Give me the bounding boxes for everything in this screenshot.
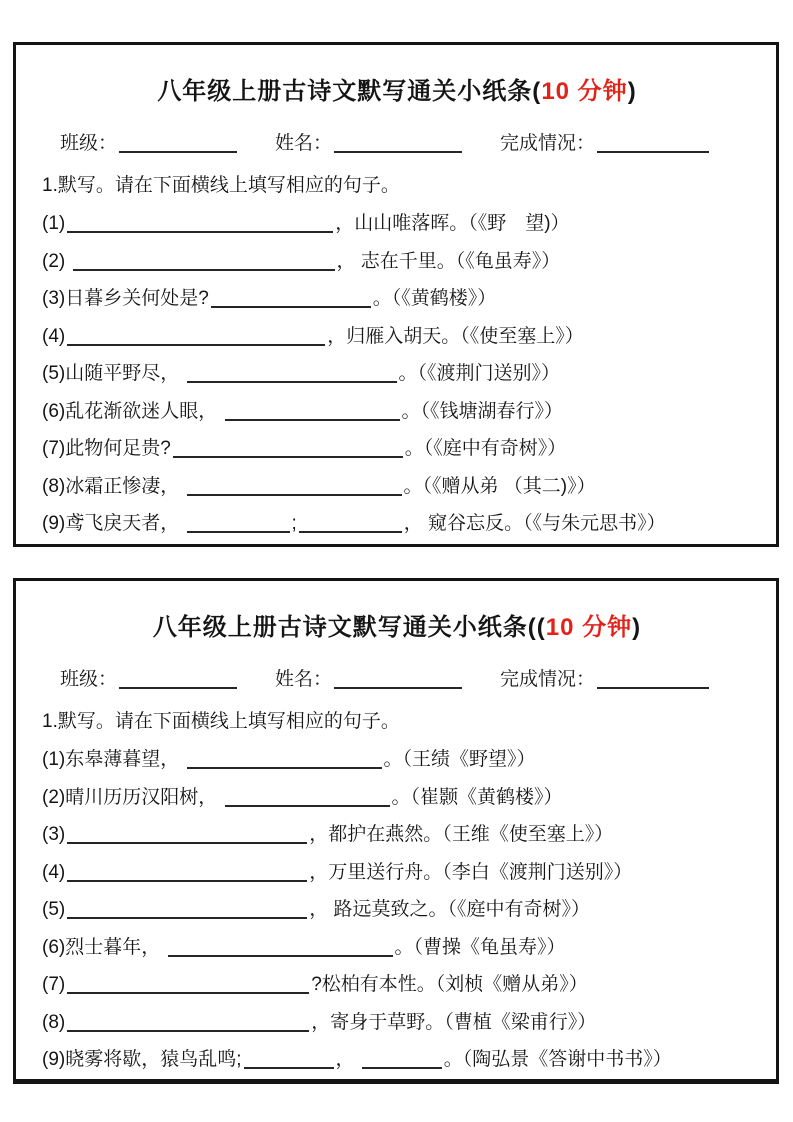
answer-blank: [119, 133, 237, 153]
question-text: (4): [42, 861, 66, 883]
question-text: (5): [42, 899, 66, 920]
question-line-5: [42, 891, 752, 929]
question-text: ;: [291, 513, 297, 534]
answer-blank: [73, 250, 335, 270]
answer-blank: [187, 513, 290, 533]
answer-blank: [119, 669, 237, 689]
answer-blank: [187, 363, 397, 383]
question-text: (6)烈士暮年，: [42, 936, 166, 958]
field-label-class: 班级：: [60, 133, 118, 154]
field-name: [275, 664, 464, 691]
question-line-8: [42, 468, 752, 506]
question-text: 。（王绩《野望》）: [383, 749, 536, 770]
question-line-9: [42, 1041, 752, 1079]
answer-blank: [334, 133, 462, 153]
question-text: ，山山唯落晖。（《野 望)）: [335, 213, 570, 234]
card-2-title-prefix: 八年级上册古诗文默写通关小纸条((: [152, 614, 546, 641]
question-text: 。（《渡荆门送别》）: [398, 363, 561, 384]
card-2-title: [42, 607, 752, 642]
question-text: ，都护在燕然。（王维《使至塞上》）: [309, 824, 614, 845]
question-text: 。（《赠从弟 （其二)》）: [403, 475, 596, 497]
question-text: (7): [42, 974, 66, 995]
answer-blank: [67, 899, 307, 919]
answer-blank: [187, 749, 382, 769]
question-text: 。（《钱塘湖春行》）: [401, 400, 564, 422]
question-line-2: [42, 779, 752, 817]
question-text: (6)乱花渐欲迷人眼，: [42, 400, 223, 422]
field-name: [275, 128, 464, 155]
answer-blank: [168, 936, 393, 956]
question-text: ，归雁入胡天。（《使至塞上》）: [327, 325, 584, 347]
question-line-6: [42, 393, 752, 431]
field-label-completion: 完成情况：: [500, 669, 596, 690]
question-line-3: [42, 280, 752, 318]
question-text: ， 路远莫致之。（《庭中有奇树》）: [309, 899, 591, 920]
card-2-instruction: 1.默写。请在下面横线上填写相应的句子。: [42, 711, 400, 732]
question-text: ，: [335, 1049, 360, 1070]
question-text: (9)鸢飞戾天者，: [42, 513, 185, 534]
question-text: ，寄身于草野。（曹植《梁甫行》）: [311, 1011, 597, 1033]
answer-blank: [67, 1011, 309, 1031]
question-text: (3): [42, 824, 66, 845]
field-class: [60, 664, 239, 691]
answer-blank: [334, 669, 462, 689]
question-text: ， 窥谷忘反。（《与朱元思书》）: [403, 513, 666, 534]
card-2-questions-list: [42, 741, 752, 1079]
field-class: [60, 128, 239, 155]
answer-blank: [67, 213, 333, 233]
question-text: ， 志在千里。（《龟虽寿》）: [336, 250, 561, 272]
question-line-8: [42, 1004, 752, 1042]
question-text: (2)晴川历历汉阳树，: [42, 786, 223, 808]
answer-blank: [67, 824, 307, 844]
answer-blank: [244, 1049, 334, 1069]
card-1-title-duration: 10 分钟: [541, 78, 628, 105]
card-1-instruction: 1.默写。请在下面横线上填写相应的句子。: [42, 175, 400, 196]
question-line-6: [42, 929, 752, 967]
answer-blank: [597, 669, 709, 689]
question-text: (4): [42, 325, 66, 347]
question-text: 。（陶弘景《答谢中书书》）: [443, 1049, 672, 1070]
question-line-1: [42, 741, 752, 779]
card-2-title-suffix: ): [632, 614, 642, 641]
card-1-title-prefix: 八年级上册古诗文默写通关小纸条(: [157, 78, 542, 105]
question-line-5: [42, 355, 752, 393]
question-text: (1): [42, 213, 66, 234]
field-label-class: 班级：: [60, 669, 118, 690]
field-completion: [500, 128, 711, 155]
question-line-1: [42, 205, 752, 243]
question-text: 。（崔颢《黄鹤楼》）: [391, 786, 563, 808]
answer-blank: [67, 325, 325, 345]
question-text: 。（《庭中有奇树》）: [404, 438, 567, 459]
question-text: (1)东皋薄暮望，: [42, 749, 185, 770]
worksheet-card-2: [13, 578, 779, 1084]
answer-blank: [597, 133, 709, 153]
answer-blank: [187, 475, 402, 495]
question-text: (8)冰霜正惨凄，: [42, 475, 185, 497]
answer-blank: [173, 438, 403, 458]
question-text: (3)日暮乡关何处是?: [42, 288, 209, 309]
question-line-9: [42, 505, 752, 543]
question-text: (9)晓雾将歇，猿鸟乱鸣;: [42, 1049, 242, 1070]
card-2-title-duration: 10 分钟: [545, 614, 633, 641]
question-line-3: [42, 816, 752, 854]
answer-blank: [67, 974, 309, 994]
card-1-title-suffix: ): [627, 78, 637, 105]
answer-blank: [299, 513, 402, 533]
question-text: (7)此物何足贵?: [42, 438, 171, 459]
question-text: ，万里送行舟。（李白《渡荆门送别》）: [309, 861, 633, 883]
card-1-questions-list: [42, 205, 752, 543]
worksheet-card-1: [13, 42, 779, 547]
answer-blank: [362, 1049, 442, 1069]
card-1-fields-row: [60, 128, 752, 155]
answer-blank: [225, 786, 390, 806]
field-label-name: 姓名：: [275, 133, 333, 154]
card-2-fields-row: [60, 664, 752, 691]
question-line-7: [42, 430, 752, 468]
question-line-2: [42, 243, 752, 281]
answer-blank: [67, 861, 307, 881]
question-text: (5)山随平野尽，: [42, 363, 185, 384]
field-completion: [500, 664, 711, 691]
answer-blank: [211, 288, 371, 308]
question-line-7: [42, 966, 752, 1004]
field-label-name: 姓名：: [275, 669, 333, 690]
answer-blank: [225, 400, 400, 420]
card-1-title: [42, 71, 752, 106]
question-text: ?松柏有本性。（刘桢《赠从弟》）: [311, 974, 588, 995]
question-line-4: [42, 854, 752, 892]
question-text: 。（《黄鹤楼》）: [372, 288, 497, 309]
question-text: (2): [42, 250, 71, 272]
question-text: (8): [42, 1011, 66, 1033]
question-text: 。（曹操《龟虽寿》）: [394, 936, 566, 958]
field-label-completion: 完成情况：: [500, 133, 596, 154]
question-line-4: [42, 318, 752, 356]
